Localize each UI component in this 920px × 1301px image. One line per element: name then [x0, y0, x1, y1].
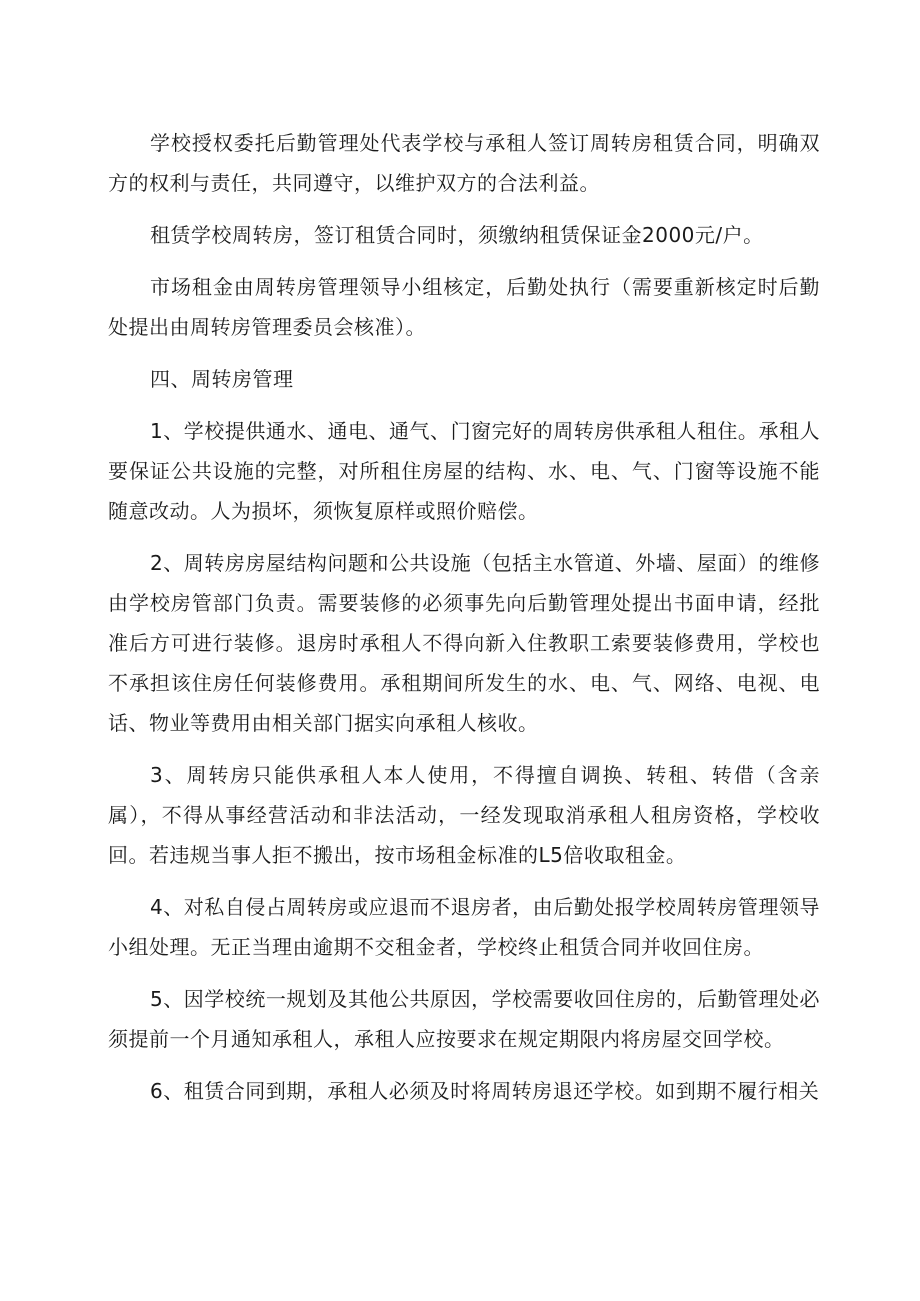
section-heading-management: 四、周转房管理	[150, 367, 294, 391]
paragraph-deposit: 租赁学校周转房，签订租赁合同时，须缴纳租赁保证金2000元/户。	[150, 223, 764, 247]
paragraph-item-2: 2、周转房房屋结构问题和公共设施（包括主水管道、外墙、屋面）的维修由学校房管部门负责。需要装修的必须事先向后勤管理处提出书面申请，经批准后方可进行装修。退房时承租人不得向新入住教职工索要装修费用，学校也不承担该住房任何装修费用。承租期间所发生的水、电、气、网络、电视、电话、物业等费用由相关部门据实向承租人核收。	[108, 551, 820, 735]
paragraph-market-rent: 市场租金由周转房管理领导小组核定，后勤处执行（需要重新核定时后勤处提出由周转房管理委员会核准）。	[108, 275, 820, 339]
paragraph-authorization: 学校授权委托后勤管理处代表学校与承租人签订周转房租赁合同，明确双方的权利与责任，共同遵守，以维护双方的合法利益。	[108, 131, 820, 195]
paragraph-item-1: 1、学校提供通水、通电、通气、门窗完好的周转房供承租人租住。承租人要保证公共设施的完整，对所租住房屋的结构、水、电、气、门窗等设施不能随意改动。人为损坏，须恢复原样或照价赔偿。	[108, 419, 820, 523]
paragraph-item-4: 4、对私自侵占周转房或应退而不退房者，由后勤处报学校周转房管理领导小组处理。无正当理由逾期不交租金者，学校终止租赁合同并收回住房。	[108, 895, 820, 959]
paragraph-item-6: 6、租赁合同到期，承租人必须及时将周转房退还学校。如到期不履行相关	[150, 1079, 820, 1103]
document-body	[108, 123, 820, 1123]
paragraph-item-3: 3、周转房只能供承租人本人使用，不得擅自调换、转租、转借（含亲属），不得从事经营活动和非法活动，一经发现取消承租人租房资格，学校收回。若违规当事人拒不搬出，按市场租金标准的L5倍收取租金。	[108, 763, 820, 867]
paragraph-item-5: 5、因学校统一规划及其他公共原因，学校需要收回住房的，后勤管理处必须提前一个月通知承租人，承租人应按要求在规定期限内将房屋交回学校。	[108, 987, 820, 1051]
